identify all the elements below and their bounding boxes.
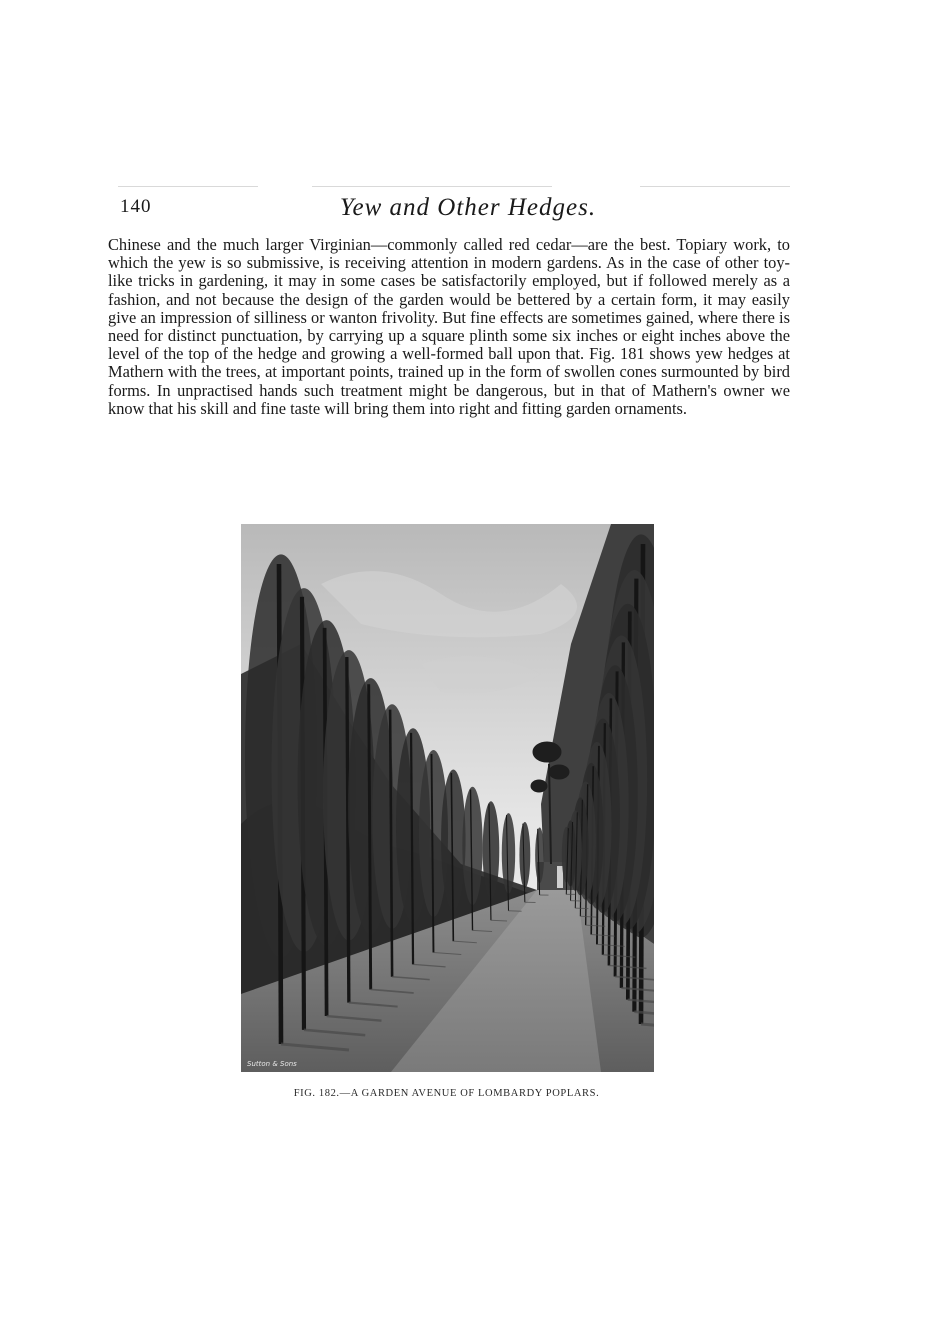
poplar-crown xyxy=(483,801,500,899)
scan-mark-top xyxy=(118,186,258,187)
page-number: 140 xyxy=(120,196,152,217)
poplar-crown xyxy=(502,813,515,893)
distant-figure xyxy=(557,866,563,888)
poplar-shadow xyxy=(508,911,521,912)
poplar-crown xyxy=(519,822,530,888)
running-title: Yew and Other Hedges. xyxy=(339,194,597,221)
figure-photograph xyxy=(241,524,654,1072)
poplar-crown xyxy=(562,827,571,883)
poplar-avenue-photo xyxy=(241,524,654,1072)
photo-credit: Sutton & Sons xyxy=(247,1060,297,1068)
figure-caption: FIG. 182.—A GARDEN AVENUE OF LOMBARDY POPLARS. xyxy=(293,1088,600,1099)
scan-mark-top xyxy=(640,186,790,187)
body-paragraph: Chinese and the much larger Virginian—commonly called red cedar—are the best. Topiary work, to which the yew is so submissive, is receiving attention in modern gardens. As in the case of other toy-like tricks in gardening, it may in some cases be satisfactorily employed, but if followed merely as a fashion, and not because the design of the garden would be bettered by a certain form, it may easily give an impression of silliness or wanton frivolity. But fine effects are sometimes gained, where there is need for distinct punctuation, by carrying up a square plinth some six inches or eight inches above the level of the top of the hedge and growing a well-formed ball upon that. Fig. 181 shows yew hedges at Mathern with the trees, at important points, trained up in the form of swollen cones surmounted by bird forms. In unpractised hands such treatment might be dangerous, but in that of Mathern's owner we know that his skill and fine taste will bring them into right and fitting garden ornaments. xyxy=(108,235,790,418)
poplar-trunk xyxy=(369,684,371,989)
poplar-crown xyxy=(535,828,544,884)
poplar-shadow xyxy=(575,908,588,909)
scan-mark-top xyxy=(312,186,552,187)
